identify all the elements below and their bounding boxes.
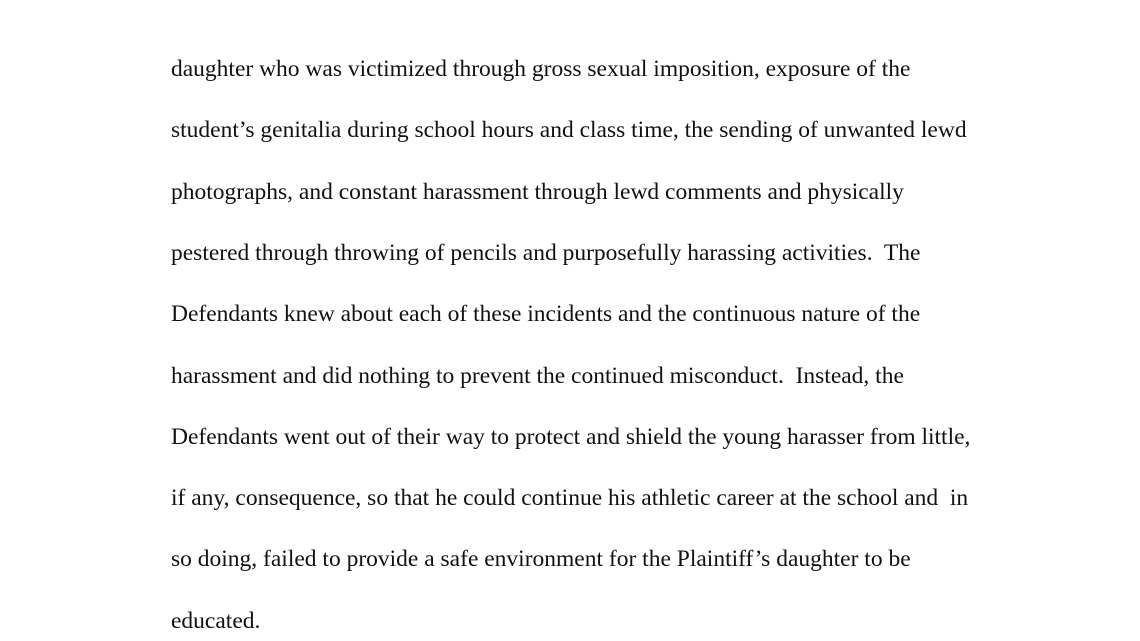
text-line-9: so doing, failed to provide a safe environment for the Plaintiff’s daughter to be xyxy=(171,546,911,572)
text-line-10: educated. xyxy=(171,608,261,634)
text-line-6: harassment and did nothing to prevent the continued misconduct. Instead, the xyxy=(171,363,904,389)
text-line-3: photographs, and constant harassment through lewd comments and physically xyxy=(171,179,904,205)
text-line-5: Defendants knew about each of these incidents and the continuous nature of the xyxy=(171,301,921,327)
text-line-1: daughter who was victimized through gross sexual imposition, exposure of the xyxy=(171,56,911,82)
text-line-4: pestered through throwing of pencils and purposefully harassing activities. The xyxy=(171,240,921,266)
text-line-7: Defendants went out of their way to protect and shield the young harasser from little, xyxy=(171,424,971,450)
text-line-8: if any, consequence, so that he could continue his athletic career at the school and in xyxy=(171,485,969,511)
text-line-2: student’s genitalia during school hours and class time, the sending of unwanted lewd xyxy=(171,117,967,143)
